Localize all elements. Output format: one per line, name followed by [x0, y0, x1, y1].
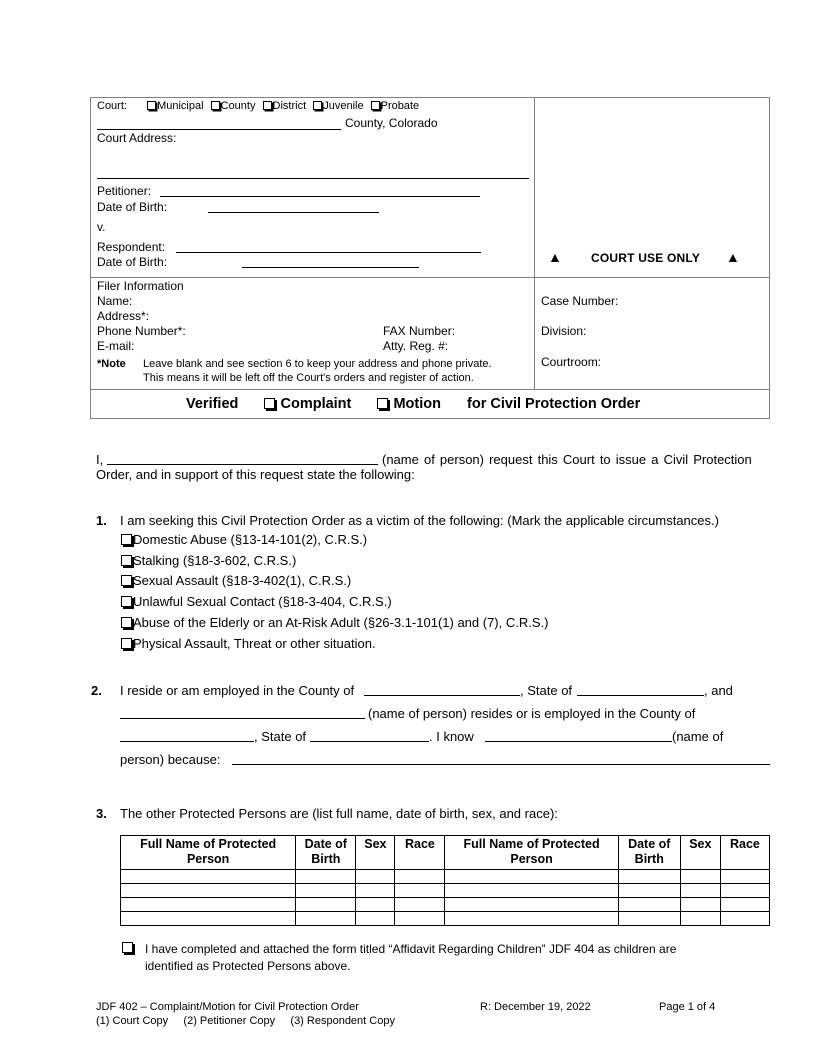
division-label: Division:	[541, 324, 587, 338]
court-checkbox-county[interactable]: County	[211, 100, 256, 112]
form-title	[186, 396, 640, 412]
respondent-dob-label: Date of Birth:	[97, 255, 168, 269]
filer-note-line1: Leave blank and see section 6 to keep your address and phone private.	[143, 358, 492, 370]
table-cell[interactable]	[445, 912, 618, 926]
section1-text: I am seeking this Civil Protection Order as a victim of the following: (Mark the applicable circumstances.)	[120, 513, 719, 528]
caption-divider-h2	[90, 389, 770, 390]
court-checkbox-probate[interactable]: Probate	[371, 100, 420, 112]
table-header-row	[121, 836, 770, 870]
intro-name-line[interactable]	[107, 464, 378, 465]
footer-copies: (1) Court Copy (2) Petitioner Copy (3) Respondent Copy	[96, 1015, 395, 1027]
checkbox-icon[interactable]	[371, 101, 380, 110]
checkbox-icon[interactable]	[121, 534, 132, 545]
section2-number: 2.	[91, 683, 102, 698]
court-address-line[interactable]	[97, 178, 529, 179]
col-header: Full Name of Protected Person	[121, 836, 296, 870]
table-cell[interactable]	[121, 884, 296, 898]
checkbox-icon[interactable]	[121, 596, 132, 607]
filer-atty-label: Atty. Reg. #:	[383, 339, 449, 353]
filer-name-label: Name:	[97, 294, 133, 308]
section1-option[interactable]: Abuse of the Elderly or an At-Risk Adult (§26-3.1-101(1) and (7), C.R.S.)	[121, 615, 548, 630]
section2-because-line[interactable]	[232, 764, 770, 765]
up-triangle-icon: ▲	[726, 249, 740, 265]
courtroom-label: Courtroom:	[541, 355, 602, 369]
court-label: Court:	[97, 100, 127, 112]
table-cell[interactable]	[296, 884, 356, 898]
footer-revision: R: December 19, 2022	[480, 1001, 591, 1013]
table-cell[interactable]	[356, 870, 395, 884]
section2-l3b: . I know	[429, 729, 474, 744]
affidavit-line2: identified as Protected Persons above.	[145, 959, 351, 973]
table-cell[interactable]	[680, 912, 720, 926]
table-cell[interactable]	[618, 912, 680, 926]
table-cell[interactable]	[720, 912, 769, 926]
filer-fax-label: FAX Number:	[383, 324, 456, 338]
section1-option[interactable]: Stalking (§18-3-602, C.R.S.)	[121, 553, 296, 568]
section2-l1b: , State of	[520, 683, 573, 698]
table-cell[interactable]	[720, 898, 769, 912]
checkbox-icon[interactable]	[264, 398, 275, 409]
intro-line2: Order, and in support of this request state the following:	[96, 467, 415, 482]
filer-note-line2: This means it will be left off the Court's orders and register of action.	[143, 372, 474, 384]
section2-state2-line[interactable]	[310, 741, 429, 742]
county-suffix: County, Colorado	[345, 116, 438, 130]
table-row	[121, 912, 770, 926]
county-input-line[interactable]	[97, 129, 341, 130]
court-checkbox-municipal[interactable]: Municipal	[147, 100, 203, 112]
case-number-label: Case Number:	[541, 294, 619, 308]
versus-label: v.	[97, 220, 106, 234]
section2-county2-line[interactable]	[120, 741, 254, 742]
court-checkbox-district[interactable]: District	[263, 100, 307, 112]
checkbox-icon[interactable]	[263, 101, 272, 110]
table-cell[interactable]	[296, 870, 356, 884]
title-motion-option[interactable]: Motion	[377, 396, 441, 412]
table-row	[121, 898, 770, 912]
footer-page: Page 1 of 4	[659, 1001, 716, 1013]
table-cell[interactable]	[680, 870, 720, 884]
petitioner-input-line[interactable]	[160, 196, 480, 197]
checkbox-icon[interactable]	[377, 398, 388, 409]
table-cell[interactable]	[445, 884, 618, 898]
checkbox-icon[interactable]	[121, 638, 132, 649]
col-header: Sex	[680, 836, 720, 870]
section3-number: 3.	[96, 806, 107, 821]
protected-persons-table	[120, 835, 770, 926]
table-row	[121, 884, 770, 898]
col-header: Date of Birth	[296, 836, 356, 870]
respondent-label: Respondent:	[97, 240, 166, 254]
checkbox-icon[interactable]	[122, 942, 133, 953]
respondent-dob-line[interactable]	[242, 267, 419, 268]
col-header: Sex	[356, 836, 395, 870]
section2-person-line[interactable]	[120, 718, 365, 719]
intro-prefix: I,	[96, 452, 104, 467]
section1-option[interactable]: Domestic Abuse (§13-14-101(2), C.R.S.)	[121, 532, 367, 547]
table-cell[interactable]	[395, 898, 445, 912]
section1-option[interactable]: Physical Assault, Threat or other situation.	[121, 636, 376, 651]
up-triangle-icon: ▲	[548, 249, 562, 265]
section1-option[interactable]: Unlawful Sexual Contact (§18-3-404, C.R.S.)	[121, 594, 392, 609]
filer-note-label: *Note	[97, 358, 126, 370]
section2-l3c: (name of	[672, 729, 724, 744]
footer-form-id: JDF 402 – Complaint/Motion for Civil Protection Order	[96, 1001, 359, 1013]
col-header: Date of Birth	[618, 836, 680, 870]
section2-know-line[interactable]	[485, 741, 672, 742]
checkbox-icon[interactable]	[147, 101, 156, 110]
section1-option[interactable]: Sexual Assault (§18-3-402(1), C.R.S.)	[121, 573, 351, 588]
filer-email-label: E-mail:	[97, 339, 135, 353]
section2-l2: (name of person) resides or is employed in the County of	[368, 706, 696, 721]
table-cell[interactable]	[121, 898, 296, 912]
table-cell[interactable]	[618, 884, 680, 898]
table-cell[interactable]	[121, 912, 296, 926]
table-cell[interactable]	[395, 912, 445, 926]
section2-county-line[interactable]	[364, 695, 520, 696]
table-cell[interactable]	[395, 870, 445, 884]
table-cell[interactable]	[445, 870, 618, 884]
col-header: Full Name of Protected Person	[445, 836, 618, 870]
filer-phone-label: Phone Number*:	[97, 324, 186, 338]
affidavit-line1: I have completed and attached the form titled “Affidavit Regarding Children” JDF 404 as children are	[145, 942, 677, 956]
filer-address-label: Address*:	[97, 309, 150, 323]
checkbox-icon[interactable]	[121, 617, 132, 628]
court-row	[97, 100, 419, 112]
checkbox-icon[interactable]	[121, 575, 132, 586]
affidavit-checkbox[interactable]	[122, 941, 134, 955]
filer-title: Filer Information	[97, 279, 184, 293]
table-row	[121, 870, 770, 884]
table-cell[interactable]	[618, 898, 680, 912]
section1-number: 1.	[96, 513, 107, 528]
table-cell[interactable]	[445, 898, 618, 912]
col-header: Race	[720, 836, 769, 870]
table-cell[interactable]	[356, 898, 395, 912]
col-header: Race	[395, 836, 445, 870]
section2-l1a: I reside or am employed in the County of	[120, 683, 355, 698]
table-cell[interactable]	[395, 884, 445, 898]
title-verified: Verified	[186, 396, 239, 412]
table-cell[interactable]	[720, 884, 769, 898]
respondent-input-line[interactable]	[176, 252, 481, 253]
section2-l1c: , and	[704, 683, 733, 698]
checkbox-icon[interactable]	[211, 101, 220, 110]
table-cell[interactable]	[296, 912, 356, 926]
section2-l4: person) because:	[120, 752, 221, 767]
caption-divider-vertical	[534, 97, 535, 389]
court-use-only: COURT USE ONLY	[591, 251, 701, 265]
petitioner-dob-label: Date of Birth:	[97, 200, 168, 214]
title-rest: for Civil Protection Order	[467, 396, 641, 412]
table-cell[interactable]	[618, 870, 680, 884]
intro-line1: (name of person) request this Court to issue a Civil Protection	[382, 452, 752, 467]
table-cell[interactable]	[680, 898, 720, 912]
section2-l3a: , State of	[254, 729, 307, 744]
court-checkbox-juvenile[interactable]: Juvenile	[313, 100, 363, 112]
table-cell[interactable]	[121, 870, 296, 884]
section2-state-line[interactable]	[577, 695, 704, 696]
section3-text: The other Protected Persons are (list full name, date of birth, sex, and race):	[120, 806, 558, 821]
court-address-label: Court Address:	[97, 131, 177, 145]
petitioner-label: Petitioner:	[97, 184, 152, 198]
petitioner-dob-line[interactable]	[208, 212, 379, 213]
table-cell[interactable]	[296, 898, 356, 912]
caption-divider-h1	[90, 277, 770, 278]
title-complaint-option[interactable]: Complaint	[264, 396, 351, 412]
checkbox-icon[interactable]	[121, 555, 132, 566]
table-cell[interactable]	[680, 884, 720, 898]
table-cell[interactable]	[720, 870, 769, 884]
table-cell[interactable]	[356, 884, 395, 898]
table-cell[interactable]	[356, 912, 395, 926]
checkbox-icon[interactable]	[313, 101, 322, 110]
